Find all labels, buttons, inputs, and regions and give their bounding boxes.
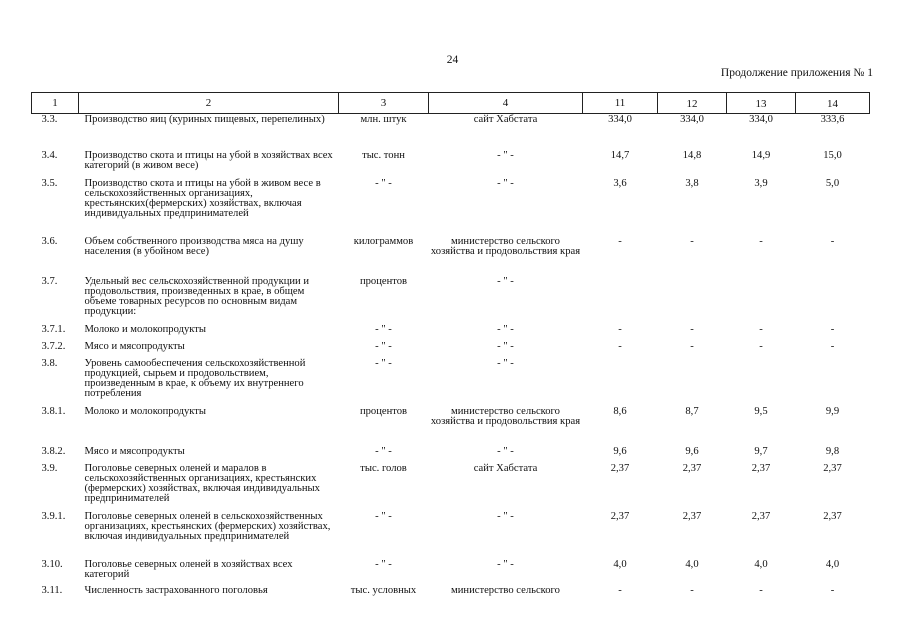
unit-cell: - " -	[375, 340, 392, 352]
value-col12: 334,0	[680, 114, 704, 125]
value-col14: 333,6	[820, 114, 845, 125]
unit-cell: - " -	[375, 323, 392, 335]
value-col14: 4,0	[825, 558, 840, 570]
value-col14: -	[830, 235, 835, 247]
source-cell: - " -	[497, 149, 514, 161]
indicator-name: Объем собственного производства мяса на душу населения (в убойном весе)	[84, 235, 304, 257]
value-col11: 2,37	[610, 510, 630, 522]
value-col11: 9,6	[613, 445, 627, 457]
value-col14	[796, 276, 870, 324]
value-col12: 2,37	[682, 462, 702, 474]
value-col13: 3,9	[754, 177, 768, 189]
value-col11: -	[618, 584, 622, 596]
source-cell: - " -	[497, 177, 514, 189]
continuation-caption: Продолжение приложения № 1	[720, 67, 873, 79]
value-col12: -	[690, 323, 694, 335]
unit-cell: - " -	[375, 510, 392, 522]
row-number: 3.8.2.	[41, 445, 66, 457]
row-number: 3.8.	[41, 357, 58, 369]
table-row	[32, 178, 870, 236]
value-col11: 2,37	[610, 462, 630, 474]
source-cell: министерство сельского хозяйства и продовольствия края	[430, 235, 581, 257]
indicator-name: Поголовье северных оленей в сельскохозяйственных организациях, крестьянских (фермерских) хозяйствах, включая индивидуальных предпринимателей	[84, 510, 331, 542]
source-cell: - " -	[497, 445, 514, 457]
row-number: 3.10.	[41, 558, 63, 570]
table-row	[32, 276, 870, 324]
table-row	[32, 341, 870, 358]
value-col13: 14,9	[751, 149, 771, 161]
row-number: 3.7.2.	[41, 340, 66, 352]
row-number: 3.6.	[41, 235, 58, 247]
unit-cell: килограммов	[353, 235, 414, 247]
source-cell: - " -	[497, 275, 514, 287]
source-cell: - " -	[497, 323, 514, 335]
value-col14: 2,37	[823, 510, 842, 522]
value-col14: -	[830, 340, 835, 352]
value-col11	[583, 276, 658, 324]
header-row	[32, 93, 870, 114]
value-col12: -	[690, 235, 694, 247]
value-col13	[727, 358, 796, 406]
unit-cell: процентов	[359, 405, 408, 417]
row-number: 3.4.	[41, 149, 58, 161]
value-col14: -	[830, 323, 835, 335]
table-row	[32, 406, 870, 446]
row-number: 3.7.	[41, 275, 58, 287]
header-cell-source: 4	[429, 93, 583, 114]
unit-cell: млн. штук	[360, 114, 407, 125]
source-cell: министерство сельского хозяйства и продовольствия края	[430, 405, 581, 427]
indicator-name: Производство скота и птицы на убой в живом весе в сельскохозяйственных организациях, крестьянских(фермерских) хозяйствах, включая индивидуальных предпринимателей	[84, 177, 321, 220]
header-cell-col12: 12	[658, 93, 727, 114]
indicator-name: Молоко и молокопродукты	[84, 323, 207, 335]
page-number: 24	[446, 54, 459, 66]
table-row	[32, 463, 870, 511]
indicators-table	[31, 92, 870, 605]
value-col13: 9,5	[754, 405, 768, 417]
value-col14: 2,37	[823, 462, 842, 474]
value-col13: 2,37	[751, 510, 771, 522]
row-number: 3.9.	[41, 462, 58, 474]
unit-cell: - " -	[375, 357, 392, 369]
table-row	[32, 511, 870, 559]
row-number: 3.8.1.	[41, 405, 66, 417]
value-col11: 334,0	[608, 114, 632, 125]
unit-cell: тыс. условных	[350, 584, 417, 596]
value-col12: 14,8	[682, 149, 702, 161]
header-cell-name: 2	[79, 93, 339, 114]
indicator-name: Поголовье северных оленей и маралов в сельскохозяйственных организациях, крестьянских (фермерских) хозяйствах, включая индивидуальных предпринимателей	[84, 462, 320, 505]
unit-cell: - " -	[375, 445, 392, 457]
unit-cell: тыс. голов	[360, 462, 407, 474]
value-col13: 334,0	[749, 114, 773, 125]
value-col14	[796, 358, 870, 406]
value-col13: -	[759, 340, 763, 352]
value-col12: 3,8	[685, 177, 699, 189]
header-cell-col11: 11	[583, 93, 658, 114]
value-col12	[658, 358, 727, 406]
table-row	[32, 446, 870, 463]
value-col12: -	[690, 584, 694, 596]
value-col12: 8,7	[685, 405, 699, 417]
indicator-name: Мясо и мясопродукты	[84, 445, 185, 457]
value-col14: 9,9	[825, 405, 840, 417]
value-col14: 15,0	[823, 149, 842, 161]
indicator-name: Поголовье северных оленей в хозяйствах всех категорий	[84, 558, 293, 580]
unit-cell: процентов	[359, 275, 408, 287]
source-cell: министерство сельского	[451, 584, 560, 596]
value-col13: 9,7	[754, 445, 768, 457]
value-col14: 5,0	[825, 177, 840, 189]
value-col12: 2,37	[682, 510, 702, 522]
unit-cell: - " -	[375, 177, 392, 189]
value-col11: -	[618, 235, 622, 247]
value-col11: -	[618, 340, 622, 352]
value-col12: -	[690, 340, 694, 352]
source-cell: - " -	[497, 340, 514, 352]
indicator-name: Уровень самообеспечения сельскохозяйственной продукцией, сырьем и продовольствием, произведенным в крае, к объему их внутреннего потребления	[84, 357, 306, 400]
source-cell: - " -	[497, 357, 514, 369]
indicator-name: Производство яиц (куриных пищевых, перепелиных)	[84, 114, 325, 125]
value-col11: 4,0	[613, 558, 627, 570]
value-col13: 4,0	[754, 558, 768, 570]
table-row	[32, 236, 870, 276]
value-col13: 2,37	[751, 462, 771, 474]
value-col11: -	[618, 323, 622, 335]
value-col11: 3,6	[613, 177, 627, 189]
header-cell-unit: 3	[339, 93, 429, 114]
indicator-name: Численность застрахованного поголовья	[84, 584, 268, 596]
value-col14: -	[830, 584, 835, 596]
table-row	[32, 358, 870, 406]
row-number: 3.3.	[41, 114, 58, 125]
unit-cell: - " -	[375, 558, 392, 570]
value-col11	[583, 358, 658, 406]
value-col13: -	[759, 323, 763, 335]
table-row	[32, 150, 870, 178]
value-col11: 14,7	[610, 149, 630, 161]
value-col12: 9,6	[685, 445, 699, 457]
source-cell: сайт Хабстата	[473, 114, 538, 125]
indicator-name: Молоко и молокопродукты	[84, 405, 207, 417]
source-cell: - " -	[497, 510, 514, 522]
value-col13: -	[759, 235, 763, 247]
indicator-name: Мясо и мясопродукты	[84, 340, 185, 352]
row-number: 3.9.1.	[41, 510, 66, 522]
value-col12	[658, 276, 727, 324]
header-cell-col14: 14	[796, 93, 870, 114]
source-cell: - " -	[497, 558, 514, 570]
header-cell-number: 1	[32, 93, 79, 114]
indicator-name: Удельный вес сельскохозяйственной продукции и продовольствия, произведенных в крае, в общем объеме товарных ресурсов по основным видам продукции:	[84, 275, 310, 318]
value-col12: 4,0	[685, 558, 699, 570]
table-row	[32, 559, 870, 585]
table-row	[32, 585, 870, 605]
value-col14: 9,8	[825, 445, 840, 457]
header-cell-col13: 13	[727, 93, 796, 114]
source-cell: сайт Хабстата	[473, 462, 538, 474]
row-number: 3.5.	[41, 177, 58, 189]
table-row	[32, 114, 870, 150]
row-number: 3.11.	[41, 584, 63, 596]
row-number: 3.7.1.	[41, 323, 66, 335]
value-col11: 8,6	[613, 405, 627, 417]
indicator-name: Производство скота и птицы на убой в хозяйствах всех категорий (в живом весе)	[84, 149, 333, 171]
table-row	[32, 324, 870, 341]
value-col13: -	[759, 584, 763, 596]
value-col13	[727, 276, 796, 324]
unit-cell: тыс. тонн	[362, 149, 405, 161]
